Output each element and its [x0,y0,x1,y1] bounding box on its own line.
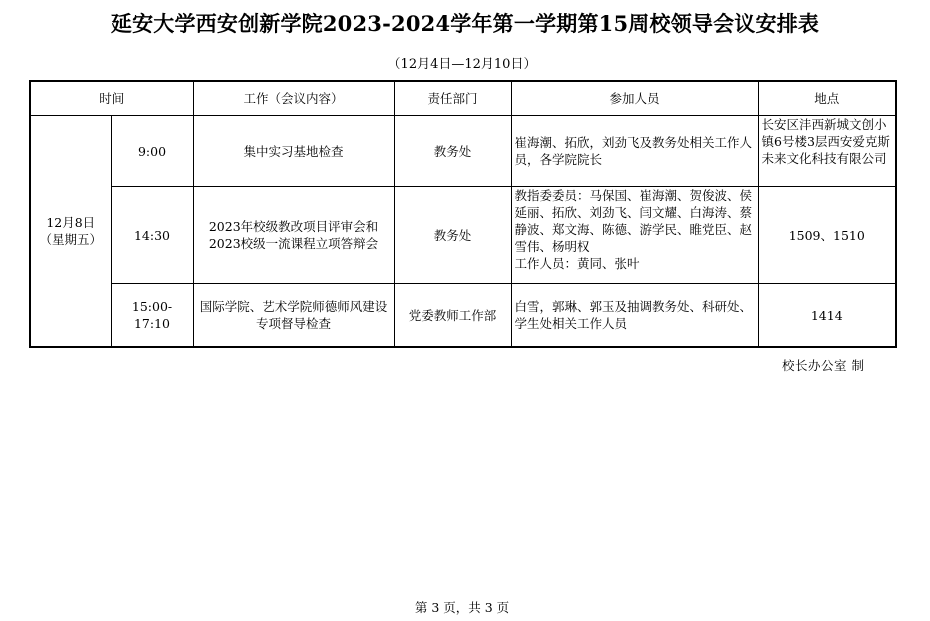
date-range: （12月4日—12月10日） [387,57,537,72]
table-row [30,116,896,187]
column-header-department: 责任部门 [394,81,511,116]
location-cell: 1414 [758,284,896,348]
department-cell: 党委教师工作部 [394,284,511,348]
column-header-time: 时间 [30,81,193,116]
attendees-committee: 教指委委员：马保国、崔海潮、贺俊波、侯延丽、拓欣、刘劲飞、闫文耀、白海涛、蔡静波、郑文海、陈德、游学民、睢党臣、赵雪伟、杨明权 [514,188,753,254]
time-cell: 14:30 [111,187,193,284]
page-number: 第 3 页，共 3 页 [414,600,510,615]
table-row [30,187,896,284]
attendees-cell: 崔海潮、拓欣，刘劲飞及教务处相关工作人员，各学院院长 [511,116,758,187]
page-title: 延安大学西安创新学院2023-2024学年第一学期第15周校领导会议安排表 [110,11,820,36]
column-header-location: 地点 [758,81,896,116]
time-cell: 9:00 [111,116,193,187]
date-label: 12月8日 [46,215,96,230]
schedule-table [29,80,897,348]
date-cell [30,116,111,348]
location-cell: 1509、1510 [758,187,896,284]
content-cell: 集中实习基地检查 [193,116,394,187]
location-cell: 长安区沣西新城文创小镇6号楼3层西安爱克斯未来文化科技有限公司 [758,116,896,187]
weekday-label: （星期五） [39,232,102,247]
department-cell: 教务处 [394,187,511,284]
attendees-cell: 白雪，郭琳、郭玉及抽调教务处、科研处、学生处相关工作人员 [511,284,758,348]
attendees-staff: 工作人员：黄同、张叶 [514,256,640,271]
column-header-attendees: 参加人员 [511,81,758,116]
column-header-content: 工作（会议内容） [193,81,394,116]
time-cell: 15:00-17:10 [111,284,193,348]
issuer-label: 校长办公室 制 [782,358,865,373]
table-row [30,284,896,348]
table-header-row [30,81,896,116]
department-cell: 教务处 [394,116,511,187]
content-cell: 国际学院、艺术学院师德师风建设专项督导检查 [193,284,394,348]
attendees-cell [511,187,758,284]
content-cell: 2023年校级教改项目评审会和2023校级一流课程立项答辩会 [193,187,394,284]
